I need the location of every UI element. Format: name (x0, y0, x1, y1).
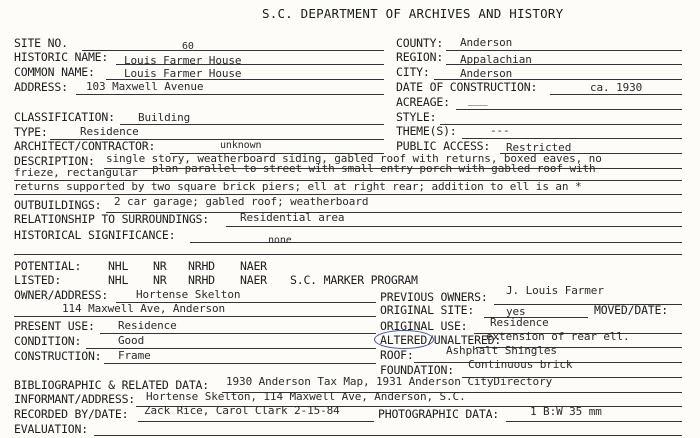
original-site-label: ORIGINAL SITE: (380, 303, 475, 317)
style-line (440, 124, 682, 125)
original-site-value: yes (506, 305, 526, 318)
description-text-2a: frieze, rectangular (14, 166, 138, 179)
recorded-label: RECORDED BY/DATE: (14, 407, 129, 421)
altered-text: ALTERED (380, 333, 428, 347)
previous-owners-value: J. Louis Farmer (506, 284, 604, 297)
common-name-label: COMMON NAME: (14, 65, 95, 79)
photo-label: PHOTOGRAPHIC DATA: (378, 407, 500, 421)
recorded-value: Zack Rice, Carol Clark 2-15-84 (144, 404, 340, 417)
marker-program: S.C. MARKER PROGRAM (290, 273, 418, 287)
construction-line (104, 363, 376, 364)
city-label: CITY: (396, 65, 430, 79)
card-header: S.C. DEPARTMENT OF ARCHIVES AND HISTORY (262, 6, 564, 21)
significance-label: HISTORICAL SIGNIFICANCE: (14, 228, 176, 242)
outbuildings-label: OUTBUILDINGS: (14, 198, 102, 212)
informant-value: Hortense Skelton, 114 Maxwell Ave, Anderson, S.C. (146, 390, 466, 403)
altered-circle (374, 330, 434, 349)
evaluation-label: EVALUATION: (14, 422, 88, 436)
previous-owners-label: PREVIOUS OWNERS: (380, 290, 488, 304)
address-label: ADDRESS: (14, 80, 68, 94)
photo-value: 1 B:W 35 mm (530, 405, 602, 418)
acreage-line (456, 109, 682, 110)
historic-name-label: HISTORIC NAME: (14, 50, 109, 64)
owner-name: Hortense Skelton (136, 288, 241, 301)
potential-nhl: NHL (108, 259, 129, 273)
public-access-value: Restricted (506, 141, 572, 154)
potential-nrhd: NRHD (188, 259, 215, 273)
type-label: TYPE: (14, 125, 48, 139)
unaltered-text: /UNALTERED: (427, 333, 502, 347)
classification-line (120, 124, 384, 125)
roof-label: ROOF: (380, 348, 414, 362)
construction-value: Frame (118, 349, 151, 362)
construction-label: CONSTRUCTION: (14, 349, 102, 363)
themes-value: --- (490, 124, 510, 137)
evaluation-line (94, 435, 682, 436)
date-line (550, 94, 682, 95)
relationship-value: Residential area (240, 211, 345, 224)
listed-nrhd: NRHD (188, 273, 215, 287)
altered-value: extension of rear ell. (486, 330, 630, 343)
site-no-value: 60 (182, 41, 194, 52)
listed-nr: NR (153, 273, 167, 287)
significance-value: none (268, 235, 292, 246)
region-value: Appalachian (460, 53, 532, 66)
present-use-value: Residence (118, 319, 177, 332)
site-no-label: SITE NO. (14, 36, 68, 50)
bibliography-label: BIBLIOGRAPHIC & RELATED DATA: (14, 378, 209, 392)
classification-label: CLASSIFICATION: (14, 110, 115, 124)
classification-value: Building (138, 111, 191, 124)
significance-line-1 (190, 242, 682, 243)
description-text-1: single story, weatherboard siding, gabled roof with returns, boxed eaves, no (106, 152, 602, 165)
roof-value: Ashphalt Shingles (446, 344, 557, 357)
bibliography-value: 1930 Anderson Tax Map, 1931 Anderson CityDirectory (226, 375, 553, 388)
owner-line-2 (14, 316, 376, 317)
foundation-value: Continuous brick (468, 358, 573, 371)
significance-line-2 (14, 254, 682, 255)
foundation-label: FOUNDATION: (380, 363, 454, 377)
relationship-line (226, 226, 682, 227)
architect-value: unknown (220, 140, 262, 151)
potential-nr: NR (153, 259, 167, 273)
date-label: DATE OF CONSTRUCTION: (396, 80, 538, 94)
relationship-label: RELATIONSHIP TO SURROUNDINGS: (14, 212, 209, 226)
county-line (446, 50, 682, 51)
owner-label: OWNER/ADDRESS: (14, 288, 109, 302)
region-label: REGION: (396, 50, 444, 64)
acreage-value: ___ (468, 93, 488, 106)
outbuildings-value: 2 car garage; gabled roof; weatherboard (114, 195, 369, 208)
themes-line (462, 138, 682, 139)
architect-label: ARCHITECT/CONTRACTOR: (14, 139, 156, 153)
original-use-label: ORIGINAL USE: (380, 319, 468, 333)
public-access-label: PUBLIC ACCESS: (396, 139, 491, 153)
site-no-line (82, 50, 384, 51)
style-label: STYLE: (396, 110, 437, 124)
county-label: COUNTY: (396, 36, 444, 50)
county-value: Anderson (460, 36, 513, 49)
condition-label: CONDITION: (14, 334, 82, 348)
listed-label: LISTED: (14, 273, 62, 287)
type-value: Residence (80, 125, 139, 138)
listed-nhl: NHL (108, 273, 129, 287)
themes-label: THEME(S): (396, 124, 457, 138)
original-use-value: Residence (490, 316, 549, 329)
acreage-label: ACREAGE: (396, 95, 450, 109)
date-value: ca. 1930 (590, 81, 643, 94)
owner-address: 114 Maxwell Ave, Anderson (62, 302, 226, 315)
present-use-label: PRESENT USE: (14, 319, 95, 333)
city-value: Anderson (460, 67, 513, 80)
potential-naer: NAER (240, 259, 267, 273)
informant-label: INFORMANT/ADDRESS: (14, 392, 136, 406)
photo-line (506, 421, 682, 422)
historic-name-value: Louis Farmer House (124, 54, 242, 67)
address-value: 103 Maxwell Avenue (86, 80, 204, 93)
description-text-2b: plan parallel to street with small entry porch with gabled roof with (152, 162, 596, 175)
listed-naer: NAER (240, 273, 267, 287)
description-text-3: returns supported by two square brick piers; ell at right rear; addition to ell is an * (14, 180, 582, 193)
potential-label: POTENTIAL: (14, 259, 82, 273)
moved-date-label: MOVED/DATE: (594, 303, 668, 317)
address-line (76, 94, 384, 95)
common-name-value: Louis Farmer House (124, 67, 242, 80)
recorded-line (138, 421, 374, 422)
condition-value: Good (118, 334, 145, 347)
description-label: DESCRIPTION: (14, 154, 95, 168)
